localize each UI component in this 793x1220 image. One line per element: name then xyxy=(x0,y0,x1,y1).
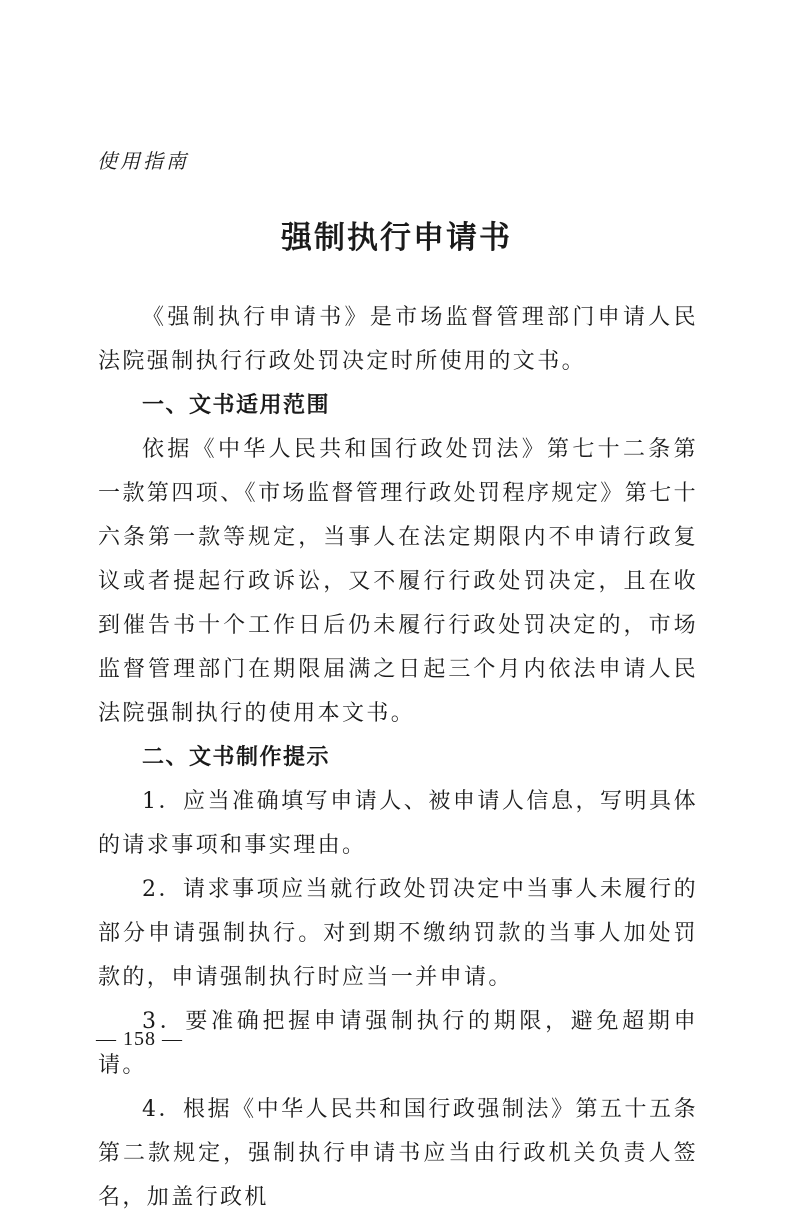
section-heading-scope: 一、文书适用范围 xyxy=(142,393,331,418)
tip-item-4: 4．根据《中华人民共和国行政强制法》第五十五条第二款规定，强制执行申请书应当由行政机关负责人签名，加盖行政机 xyxy=(98,1097,698,1210)
section-heading-tips: 二、文书制作提示 xyxy=(142,745,331,770)
tip-item-1: 1．应当准确填写申请人、被申请人信息，写明具体的请求事项和事实理由。 xyxy=(98,789,698,858)
page-title: 强制执行申请书 xyxy=(281,220,512,256)
page-number: — 158 — xyxy=(96,1028,183,1050)
document-body xyxy=(98,296,698,1220)
tip-item-2: 2．请求事项应当就行政处罚决定中当事人未履行的部分申请强制执行。对到期不缴纳罚款的当事人加处罚款的，申请强制执行时应当一并申请。 xyxy=(98,877,698,990)
tip-item-3: 3．要准确把握申请强制执行的期限，避免超期申请。 xyxy=(98,1009,698,1078)
intro-paragraph: 《强制执行申请书》是市场监督管理部门申请人民法院强制执行行政处罚决定时所使用的文书。 xyxy=(98,305,698,374)
section-label: 使用指南 xyxy=(97,149,189,173)
scope-paragraph: 依据《中华人民共和国行政处罚法》第七十二条第一款第四项、《市场监督管理行政处罚程序规定》第七十六条第一款等规定，当事人在法定期限内不申请行政复议或者提起行政诉讼，又不履行行政处罚决定，且在收到催告书十个工作日后仍未履行行政处罚决定的，市场监督管理部门在期限届满之日起三个月内依法申请人民法院强制执行的使用本文书。 xyxy=(98,437,698,726)
